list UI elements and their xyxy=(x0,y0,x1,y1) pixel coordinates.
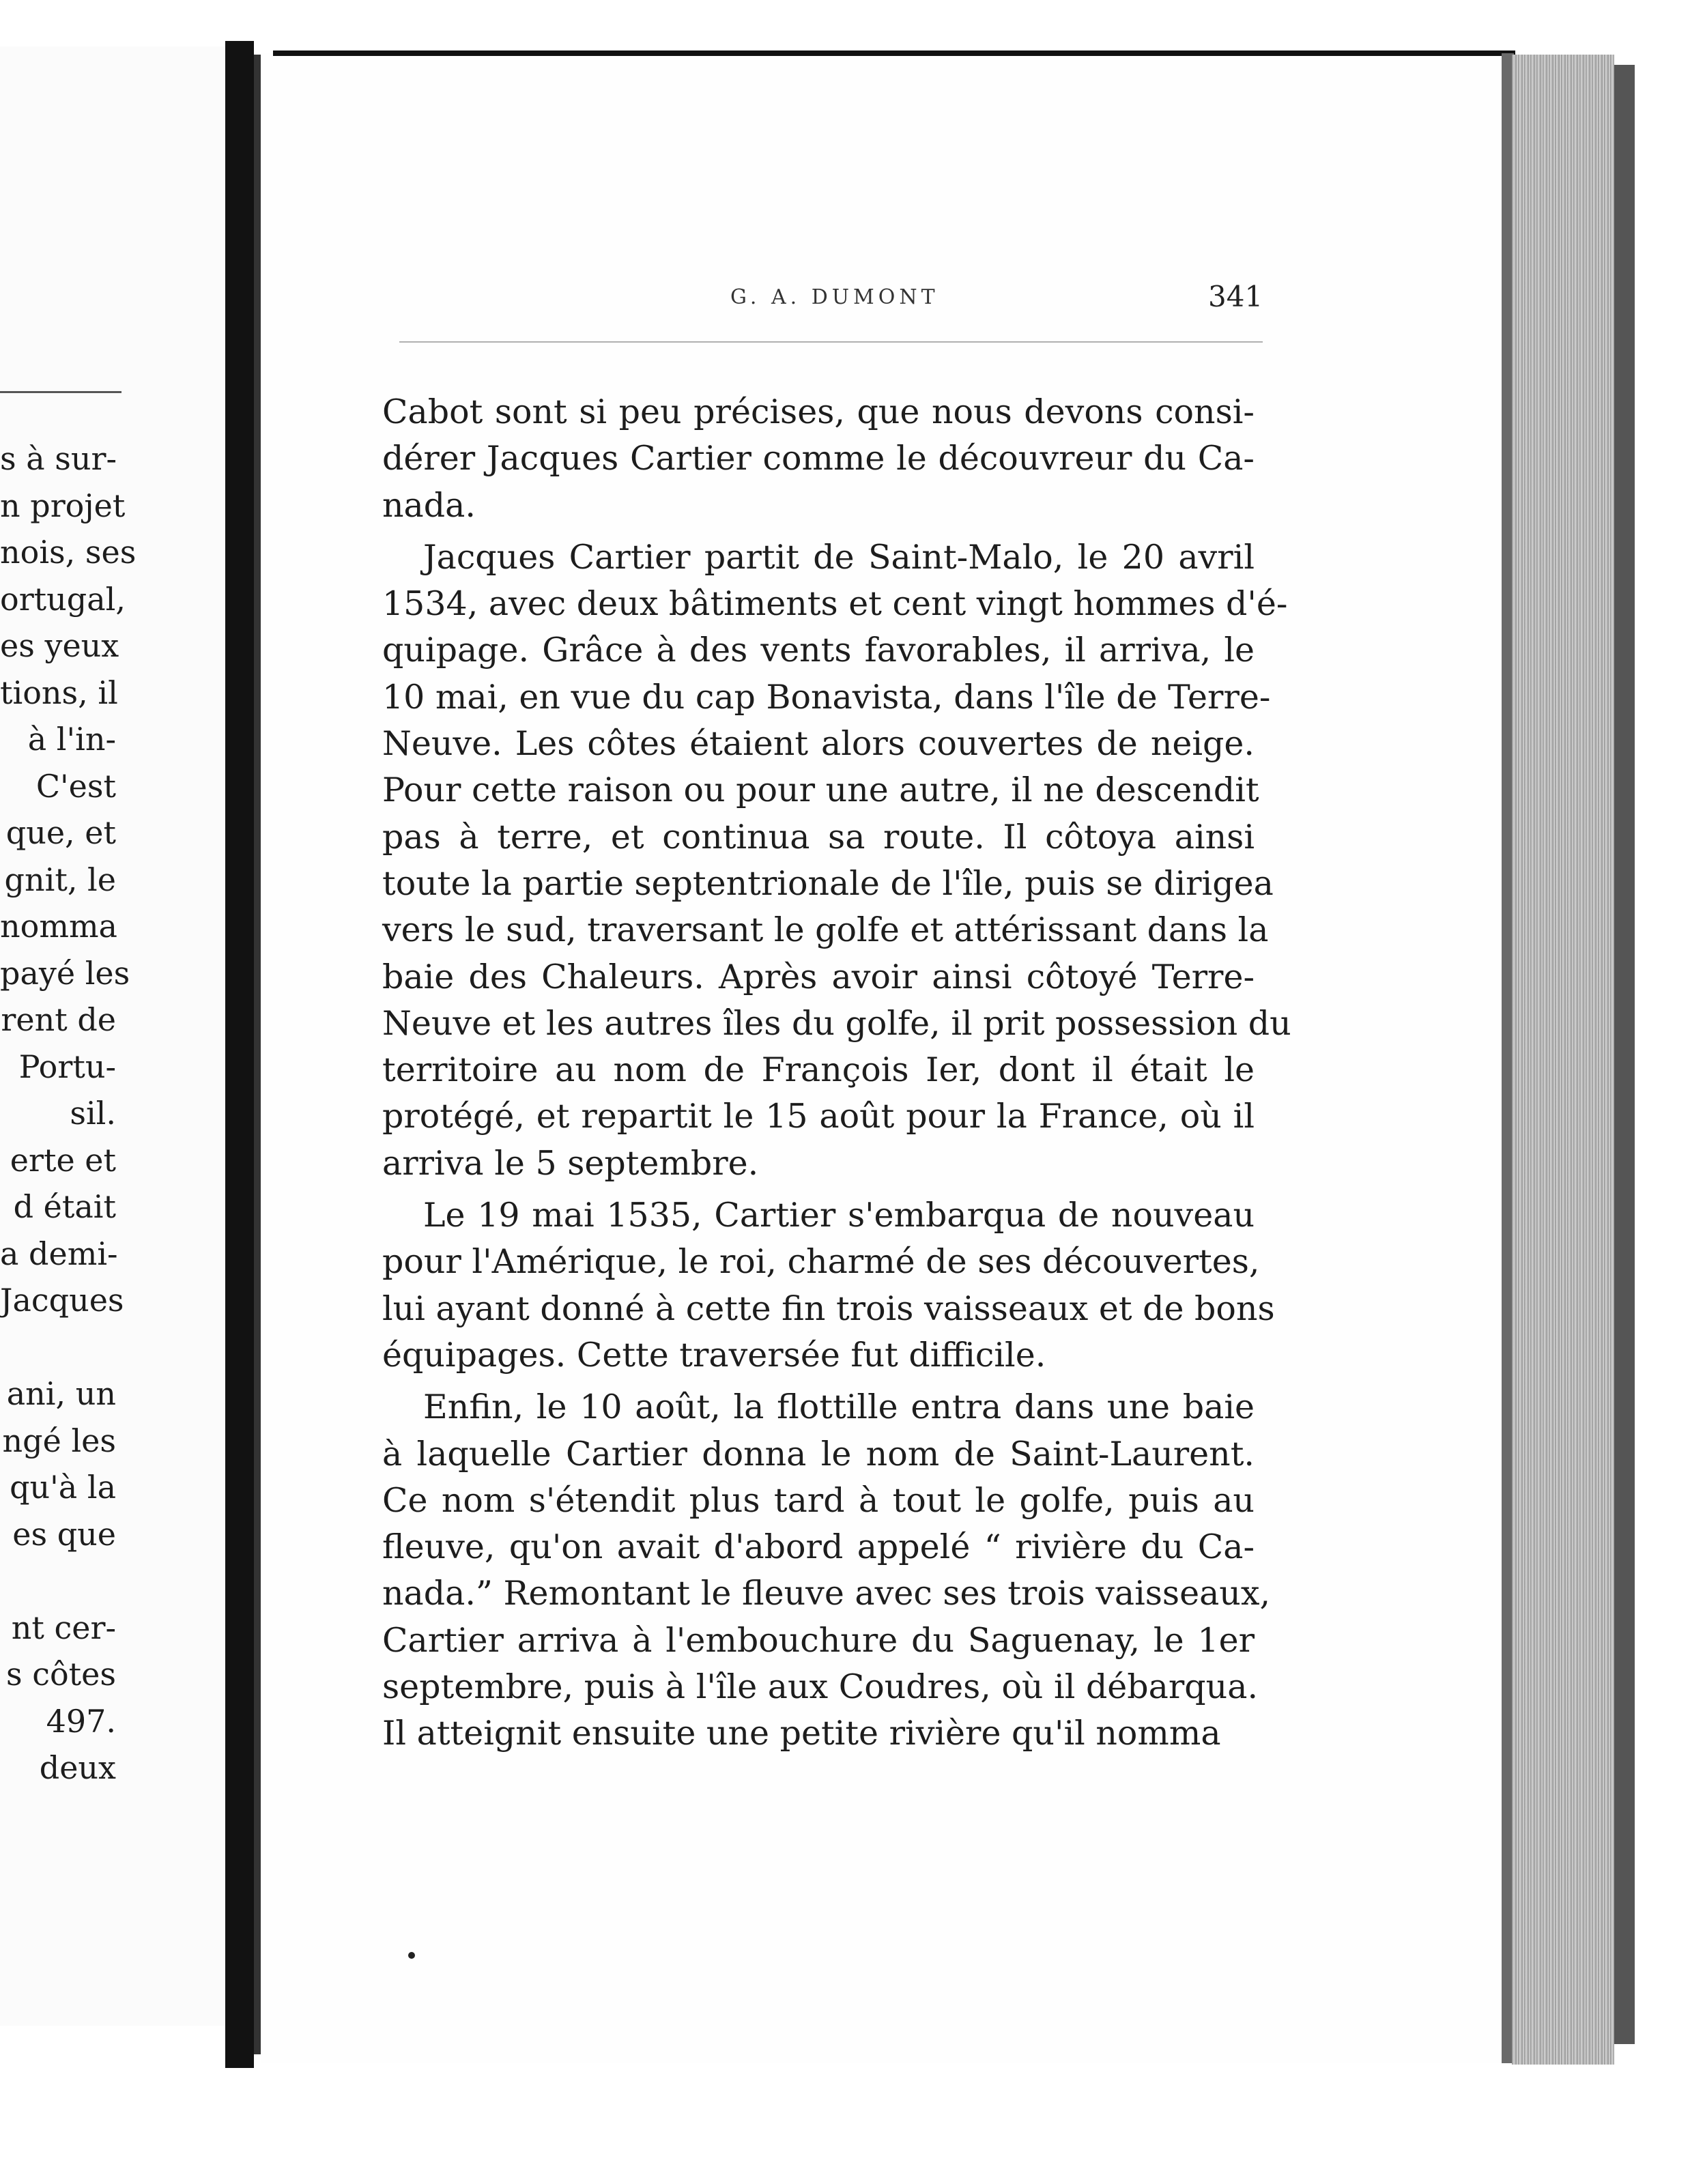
previous-page-line: nomma xyxy=(0,908,117,945)
previous-page-line: ortugal, xyxy=(0,580,126,618)
text-line: Jacques Cartier partit de Saint-Malo, le 20 avril xyxy=(423,537,1255,577)
text-line: septembre, puis à l'île aux Coudres, où il débarqua. xyxy=(382,1667,1259,1707)
page-stack-edge xyxy=(1512,55,1614,2065)
previous-page-line: deux xyxy=(39,1749,116,1786)
previous-page-line: payé les xyxy=(0,954,130,992)
book-gutter-shadow xyxy=(254,55,261,2054)
previous-page-line: erte et xyxy=(10,1141,116,1179)
text-line: 1534, avec deux bâtiments et cent vingt hommes d'é- xyxy=(382,584,1288,624)
text-line: Cartier arriva à l'embouchure du Saguenay, le 1er xyxy=(382,1620,1255,1660)
previous-page-line: n projet xyxy=(0,487,126,524)
previous-page-fragment xyxy=(0,46,225,2026)
previous-page-line: qu'à la xyxy=(10,1469,116,1506)
text-line: vers le sud, traversant le golfe et attérissant dans la xyxy=(382,910,1269,950)
previous-page-line xyxy=(0,1557,116,1605)
text-line: baie des Chaleurs. Après avoir ainsi côtoyé Terre- xyxy=(382,957,1255,996)
previous-page-text xyxy=(0,435,137,1792)
previous-page-line: nois, ses xyxy=(0,534,137,571)
text-line: dérer Jacques Cartier comme le découvreur du Ca- xyxy=(382,439,1255,478)
text-line: toute la partie septentrionale de l'île, puis se dirigea xyxy=(382,863,1274,903)
text-line: à laquelle Cartier donna le nom de Saint-Laurent. xyxy=(382,1434,1255,1474)
text-line: Neuve. Les côtes étaient alors couvertes de neige. xyxy=(382,724,1255,764)
text-line: Ce nom s'étendit plus tard à tout le golfe, puis au xyxy=(382,1480,1255,1520)
text-line: fleuve, qu'on avait d'abord appelé “ rivière du Ca- xyxy=(382,1527,1255,1567)
previous-page-line: s côtes xyxy=(6,1656,116,1693)
text-line: quipage. Grâce à des vents favorables, il arriva, le xyxy=(382,631,1255,670)
text-line: Neuve et les autres îles du golfe, il prit possession du xyxy=(382,1003,1291,1043)
previous-page-line: a demi- xyxy=(0,1235,118,1272)
previous-page-line: d était xyxy=(13,1188,116,1225)
previous-page-line: es yeux xyxy=(0,627,119,664)
paragraph-gap xyxy=(382,529,1255,534)
running-head: G. A. DUMONT xyxy=(730,285,939,309)
previous-page-line xyxy=(0,1324,116,1371)
text-line: nada. xyxy=(382,485,476,525)
header-rule xyxy=(399,341,1263,343)
previous-page-line: ngé les xyxy=(2,1422,116,1459)
text-line: arriva le 5 septembre. xyxy=(382,1143,759,1183)
previous-page-line: C'est xyxy=(35,767,116,805)
paragraph xyxy=(382,389,1255,529)
previous-page-line: sil. xyxy=(70,1095,116,1132)
paragraph xyxy=(382,1384,1271,1757)
previous-page-line: tions, il xyxy=(0,674,118,711)
text-line: pour l'Amérique, le roi, charmé de ses découvertes, xyxy=(382,1242,1260,1282)
text-line: Il atteignit ensuite une petite rivière qu'il nomma xyxy=(382,1714,1221,1753)
paragraph-gap xyxy=(382,1187,1255,1192)
previous-page-line: nt cer- xyxy=(11,1609,116,1646)
text-line: nada.” Remontant le fleuve avec ses trois vaisseaux, xyxy=(382,1574,1271,1613)
paragraph xyxy=(382,1192,1275,1379)
previous-page-line: que, et xyxy=(5,814,116,851)
text-line: équipages. Cette traversée fut difficile. xyxy=(382,1335,1046,1375)
previous-page-line: Portu- xyxy=(18,1048,116,1085)
previous-page-line: ani, un xyxy=(6,1375,116,1412)
text-line: Enfin, le 10 août, la flottille entra dans une baie xyxy=(423,1388,1255,1427)
previous-page-line: Jacques xyxy=(0,1282,124,1319)
previous-page-line: à l'in- xyxy=(27,721,116,758)
page-top-edge xyxy=(273,51,1515,56)
text-line: Pour cette raison ou pour une autre, il ne descendit xyxy=(382,771,1259,810)
page-stack-shadow xyxy=(1614,65,1635,2044)
page-number: 341 xyxy=(1208,280,1263,313)
ink-speck xyxy=(408,1952,415,1959)
previous-page-line: es que xyxy=(12,1515,116,1553)
paragraph xyxy=(382,534,1291,1187)
previous-page-line: s à sur- xyxy=(0,440,117,477)
book-gutter xyxy=(225,41,254,2068)
previous-page-rule xyxy=(0,391,121,393)
text-line: Le 19 mai 1535, Cartier s'embarqua de nouveau xyxy=(423,1196,1255,1235)
text-line: 10 mai, en vue du cap Bonavista, dans l'île de Terre- xyxy=(382,677,1271,717)
previous-page-line: 497. xyxy=(46,1702,116,1740)
page-body-text xyxy=(382,389,1291,1757)
text-line: protégé, et repartit le 15 août pour la France, où il xyxy=(382,1097,1255,1136)
previous-page-line: gnit, le xyxy=(4,861,116,898)
text-line: pas à terre, et continua sa route. Il côtoya ainsi xyxy=(382,817,1255,857)
text-line: lui ayant donné à cette fin trois vaisseaux et de bons xyxy=(382,1289,1275,1328)
paragraph-gap xyxy=(382,1379,1255,1384)
text-line: territoire au nom de François Ier, dont il était le xyxy=(382,1050,1255,1090)
previous-page-line: rent de xyxy=(1,1001,116,1038)
text-line: Cabot sont si peu précises, que nous devons consi- xyxy=(382,392,1255,431)
